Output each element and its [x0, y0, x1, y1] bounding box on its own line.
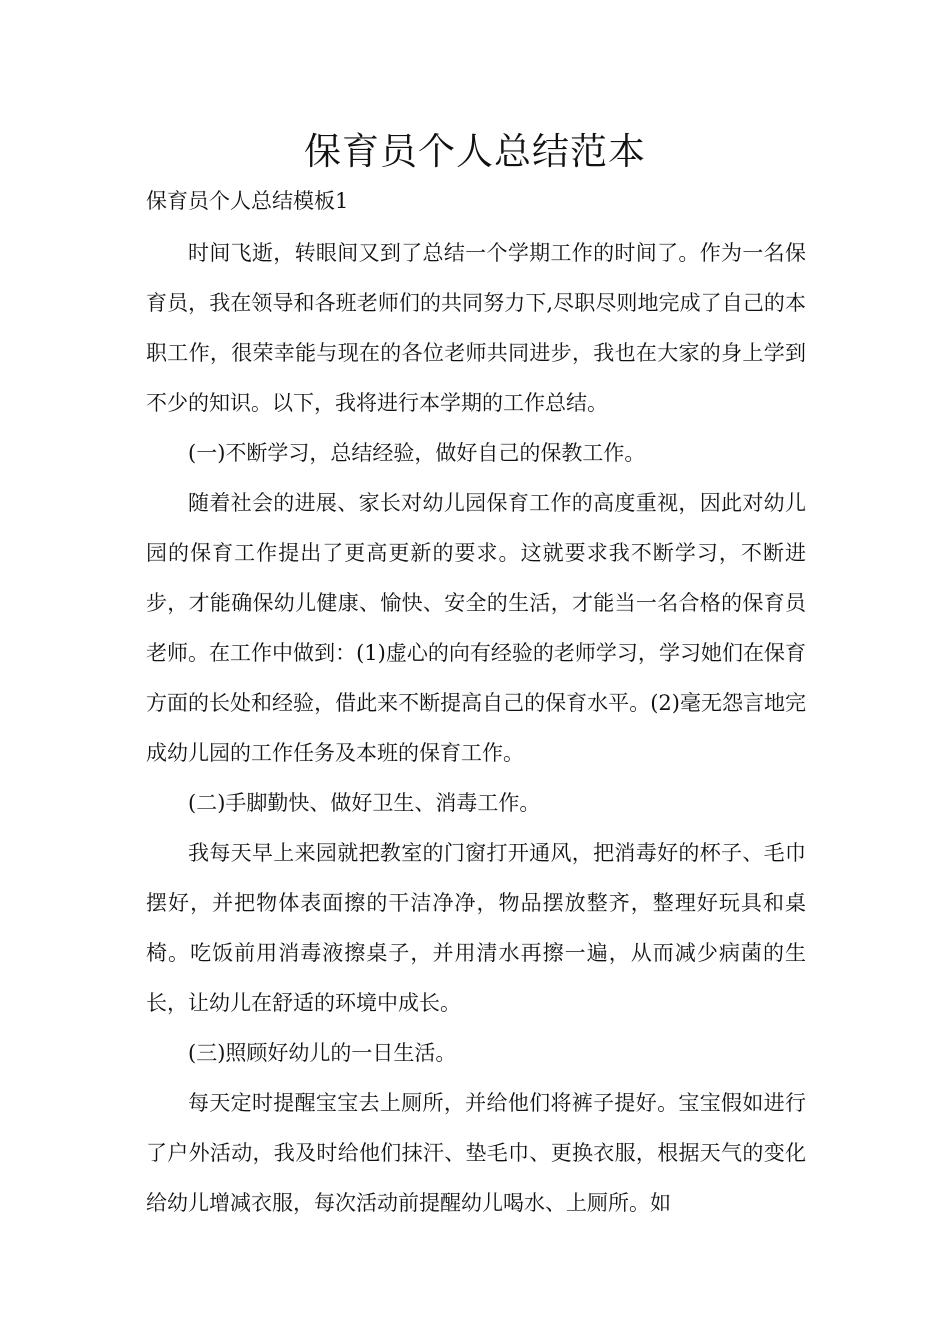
document-body: [146, 228, 806, 1228]
section-heading-3: (三)照顾好幼儿的一日生活。: [188, 1041, 457, 1065]
paragraph-section-2: 我每天早上来园就把教室的门窗打开通风，把消毒好的杯子、毛巾摆好，并把物体表面擦的干洁净净，物品摆放整齐，整理好玩具和桌椅。吃饭前用消毒液擦桌子，并用清水再擦一遍，从而减少病菌的生长，让幼儿在舒适的环境中成长。: [146, 841, 806, 1015]
section-heading-1: (一)不断学习，总结经验，做好自己的保教工作。: [188, 441, 646, 465]
paragraph-intro: 时间飞逝，转眼间又到了总结一个学期工作的时间了。作为一名保育员，我在领导和各班老师们的共同努力下,尽职尽则地完成了自己的本职工作，很荣幸能与现在的各位老师共同进步，我也在大家的身上学到不少的知识。以下，我将进行本学期的工作总结。: [146, 241, 806, 415]
section-heading-2: (二)手脚勤快、做好卫生、消毒工作。: [188, 791, 541, 815]
document-subtitle: 保育员个人总结模板1: [146, 189, 349, 213]
paragraph-section-3: 每天定时提醒宝宝去上厕所，并给他们将裤子提好。宝宝假如进行了户外活动，我及时给他们抹汗、垫毛巾、更换衣服，根据天气的变化给幼儿增减衣服，每次活动前提醒幼儿喝水、上厕所。如: [146, 1091, 806, 1215]
paragraph-section-1: 随着社会的进展、家长对幼儿园保育工作的高度重视，因此对幼儿园的保育工作提出了更高更新的要求。这就要求我不断学习，不断进步，才能确保幼儿健康、愉快、安全的生活，才能当一名合格的保育员老师。在工作中做到：(1)虚心的向有经验的老师学习，学习她们在保育方面的长处和经验，借此来不断提高自己的保育水平。(2)毫无怨言地完成幼儿园的工作任务及本班的保育工作。: [146, 491, 806, 765]
document-title: 保育员个人总结范本: [304, 130, 646, 173]
